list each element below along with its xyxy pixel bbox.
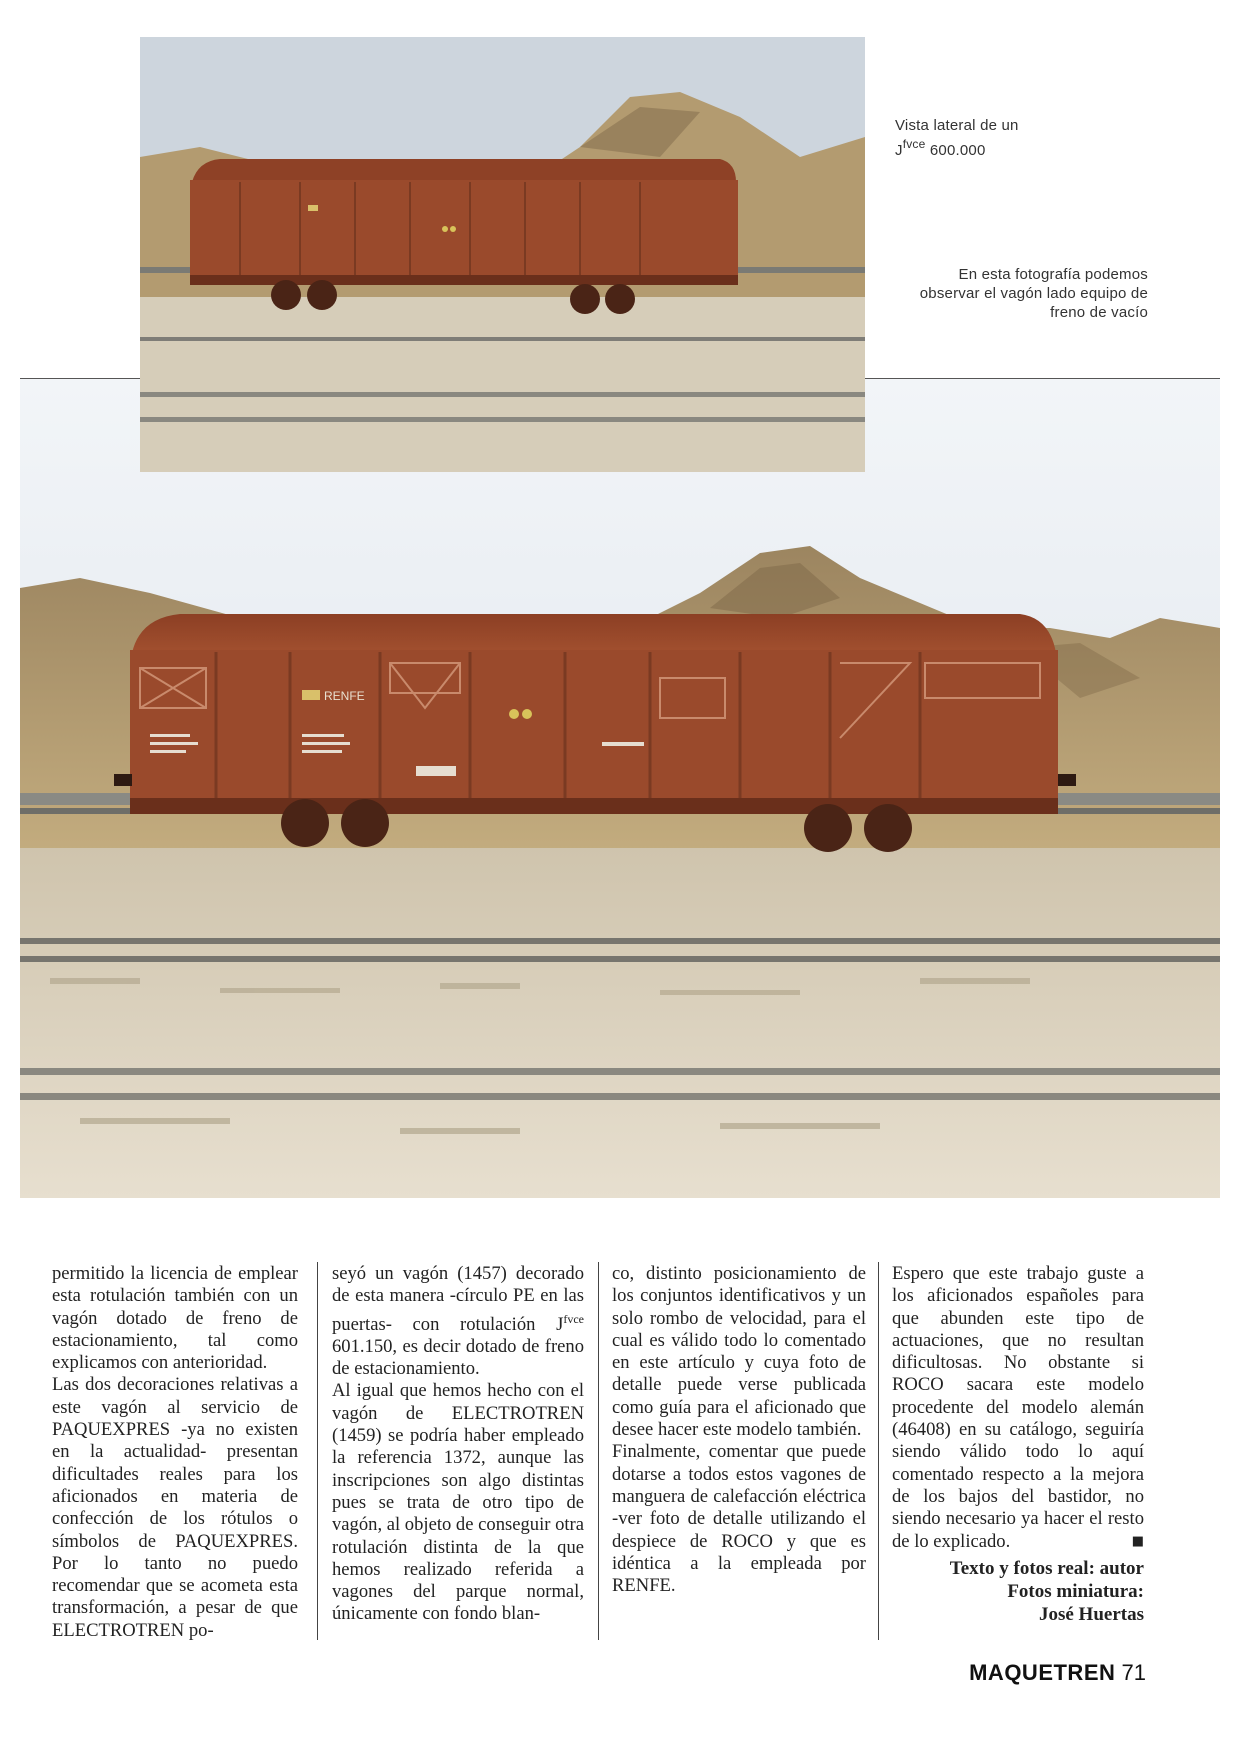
credit-line: Fotos miniatura: [1007, 1580, 1144, 1602]
wagon-logo-text: RENFE [324, 689, 365, 703]
paragraph: Al igual que hemos hecho con el vagón de ELECTROTREN (1459) se podría haber empleado la referencia 1372, aunque las inscripciones son algo distintas pues se trata de otro tipo de vagón, al objeto de conseguir otra rotulación distinta de la que hemos realizado referida a vagones del parque normal, únicamente con fondo blan- [332, 1380, 584, 1625]
article-column-2 [332, 1263, 584, 1626]
paragraph [332, 1263, 584, 1380]
column-divider [598, 1262, 599, 1640]
caption-superscript: fvce [902, 137, 926, 151]
paragraph [892, 1263, 1144, 1553]
article-column-4 [892, 1263, 1144, 1626]
photo-separator-left [20, 378, 140, 379]
end-of-article-mark: ■ [1131, 1533, 1144, 1549]
text-run: seyó un vagón (1457) decorado de esta manera -círculo PE en las puertas- con rotulación J [332, 1263, 584, 1335]
column-divider [878, 1262, 879, 1640]
caption-side-view [895, 116, 1095, 160]
caption-number: 600.000 [929, 142, 986, 159]
article-column-1 [52, 1263, 298, 1642]
caption-side-view-line2 [895, 135, 1095, 160]
caption-side-view-line1: Vista lateral de un [895, 117, 1019, 134]
paragraph: co, distinto posicionamiento de los conjuntos identificativos y un solo rombo de velocidad, para el cual es válido todo lo comentado en este artículo y cuya foto de detalle puede verse publicada como guía para el aficionado que desee hacer este modelo también. [612, 1263, 866, 1441]
main-wagon-illustration [20, 378, 1220, 1198]
credits [892, 1557, 1144, 1626]
column-divider [317, 1262, 318, 1640]
paragraph: permitido la licencia de emplear esta rotulación también con un vagón dotado de freno de estacionamiento, tal como explicamos con anterioridad. [52, 1263, 298, 1374]
text-run: Espero que este trabajo guste a los aficionados españoles para que abunden este tipo de actuaciones, que no resultan dificultosas. No obstante si ROCO sacara este modelo procedente del modelo alemán (46408) en su catálogo, seguiría siendo válido todo lo aquí comentado respecto a la mejora de los bajos del bastidor, no siendo necesario ya hacer el resto de lo explicado. [892, 1263, 1144, 1552]
text-run: 601.150, es decir dotado de freno de estacionamiento. [332, 1335, 584, 1380]
page-number: 71 [1121, 1660, 1146, 1685]
magazine-name: MAQUETREN [969, 1660, 1116, 1685]
side-view-illustration [140, 37, 865, 472]
side-view-photo [140, 37, 865, 472]
paragraph: Finalmente, comentar que puede dotarse a todos estos vagones de manguera de calefacción eléctrica -ver foto de detalle utilizando el despiece de ROCO y que es idéntica a la empleada por RENFE. [612, 1441, 866, 1597]
photo-separator-right [865, 378, 1220, 379]
page-footer [930, 1660, 1146, 1686]
superscript: fvce [563, 1311, 584, 1326]
credit-line: Texto y fotos real: autor [949, 1557, 1144, 1579]
paragraph: Las dos decoraciones relativas a este vagón al servicio de PAQUEXPRES -ya no existen en la actualidad- presentan dificultades reales para los aficionados en materia de confección de los rótulos o símbolos de PAQUEXPRES. Por lo tanto no puedo recomendar que se acometa esta transformación, a pesar de que ELECTROTREN po- [52, 1374, 298, 1641]
caption-brake-side: En esta fotografía podemos observar el vagón lado equipo de freno de vacío [919, 266, 1148, 321]
caption-prefix: J [895, 142, 903, 159]
main-wagon-photo [20, 378, 1220, 1198]
article-column-3 [612, 1263, 866, 1597]
credit-line: José Huertas [1038, 1603, 1144, 1625]
